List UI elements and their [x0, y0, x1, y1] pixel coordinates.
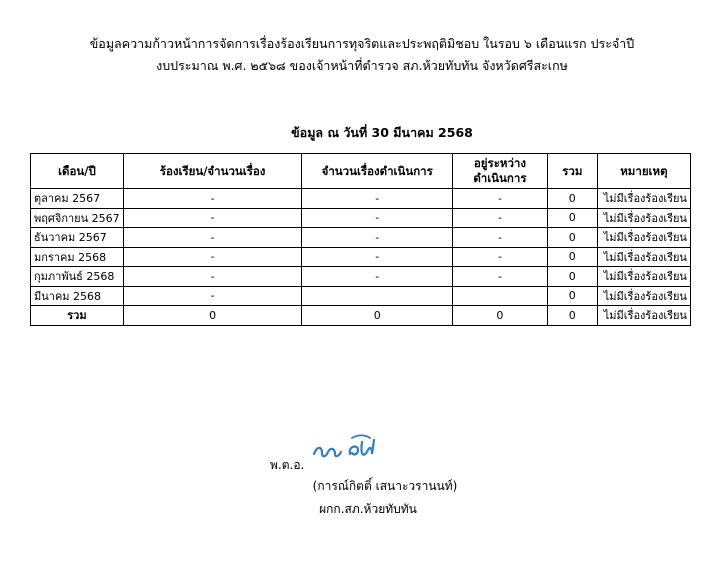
cell-month: มกราคม 2568	[31, 247, 124, 267]
cell-note: ไม่มีเรื่องร้องเรียน	[597, 247, 690, 267]
cell-note: ไม่มีเรื่องร้องเรียน	[597, 228, 690, 248]
table-row	[31, 208, 691, 228]
column-header-month: เดือน/ปี	[31, 154, 124, 189]
cell-note: ไม่มีเรื่องร้องเรียน	[597, 189, 690, 209]
cell-complaints: -	[123, 189, 302, 209]
column-header-note: หมายเหตุ	[597, 154, 690, 189]
cell-in-progress	[453, 286, 548, 306]
cell-total: 0	[547, 228, 597, 248]
cell-processed: -	[302, 228, 453, 248]
table-row	[31, 267, 691, 287]
document-header	[0, 33, 724, 77]
summary-processed: 0	[302, 306, 453, 326]
header-line-2: งบประมาณ พ.ศ. ๒๕๖๘ ของเจ้าหน้าที่ตำรวจ สภ.ห้วยทับทัน จังหวัดศรีสะเกษ	[156, 58, 568, 73]
column-header-complaints: ร้องเรียน/จำนวนเรื่อง	[123, 154, 302, 189]
column-header-total: รวม	[547, 154, 597, 189]
cell-processed: -	[302, 189, 453, 209]
cell-processed: -	[302, 247, 453, 267]
cell-in-progress: -	[453, 267, 548, 287]
cell-complaints: -	[123, 247, 302, 267]
cell-month: พฤศจิกายน 2567	[31, 208, 124, 228]
summary-label: รวม	[31, 306, 124, 326]
cell-in-progress: -	[453, 189, 548, 209]
cell-in-progress: -	[453, 228, 548, 248]
cell-total: 0	[547, 208, 597, 228]
cell-month: มีนาคม 2568	[31, 286, 124, 306]
summary-complaints: 0	[123, 306, 302, 326]
cell-month: ตุลาคม 2567	[31, 189, 124, 209]
column-header-processed: จำนวนเรื่องดำเนินการ	[302, 154, 453, 189]
cell-note: ไม่มีเรื่องร้องเรียน	[597, 208, 690, 228]
table-row	[31, 247, 691, 267]
column-header-in-progress: อยู่ระหว่าง ดำเนินการ	[453, 154, 548, 189]
as-of-date: ข้อมูล ณ วันที่ 30 มีนาคม 2568	[291, 125, 473, 140]
cell-month: ธันวาคม 2567	[31, 228, 124, 248]
complaints-table	[30, 153, 691, 326]
cell-total: 0	[547, 189, 597, 209]
cell-in-progress: -	[453, 208, 548, 228]
cell-processed	[302, 286, 453, 306]
table-row	[31, 189, 691, 209]
cell-complaints: -	[123, 267, 302, 287]
cell-complaints: -	[123, 208, 302, 228]
table-body	[31, 189, 691, 326]
cell-note: ไม่มีเรื่องร้องเรียน	[597, 267, 690, 287]
header-line-1: ข้อมูลความก้าวหน้าการจัดการเรื่องร้องเรียนการทุจริตและประพฤติมิชอบ ในรอบ ๖ เดือนแรก ประจำปี	[89, 36, 635, 51]
cell-total: 0	[547, 247, 597, 267]
cell-complaints: -	[123, 286, 302, 306]
cell-month: กุมภาพันธ์ 2568	[31, 267, 124, 287]
table-row	[31, 228, 691, 248]
table-header-row	[31, 154, 691, 189]
cell-in-progress: -	[453, 247, 548, 267]
signatory-position: ผกก.สภ.ห้วยทับทัน	[319, 502, 417, 516]
cell-note: ไม่มีเรื่องร้องเรียน	[597, 286, 690, 306]
summary-note: ไม่มีเรื่องร้องเรียน	[597, 306, 690, 326]
summary-total: 0	[547, 306, 597, 326]
cell-total: 0	[547, 286, 597, 306]
table-row	[31, 286, 691, 306]
cell-complaints: -	[123, 228, 302, 248]
cell-processed: -	[302, 208, 453, 228]
summary-row	[31, 306, 691, 326]
cell-total: 0	[547, 267, 597, 287]
signature-rank: พ.ต.อ.	[270, 458, 305, 472]
signatory-name: (การณ์กิตติ์ เสนาะวรานนท์)	[312, 479, 458, 493]
handwritten-signature	[308, 432, 398, 468]
summary-in-progress: 0	[453, 306, 548, 326]
cell-processed: -	[302, 267, 453, 287]
